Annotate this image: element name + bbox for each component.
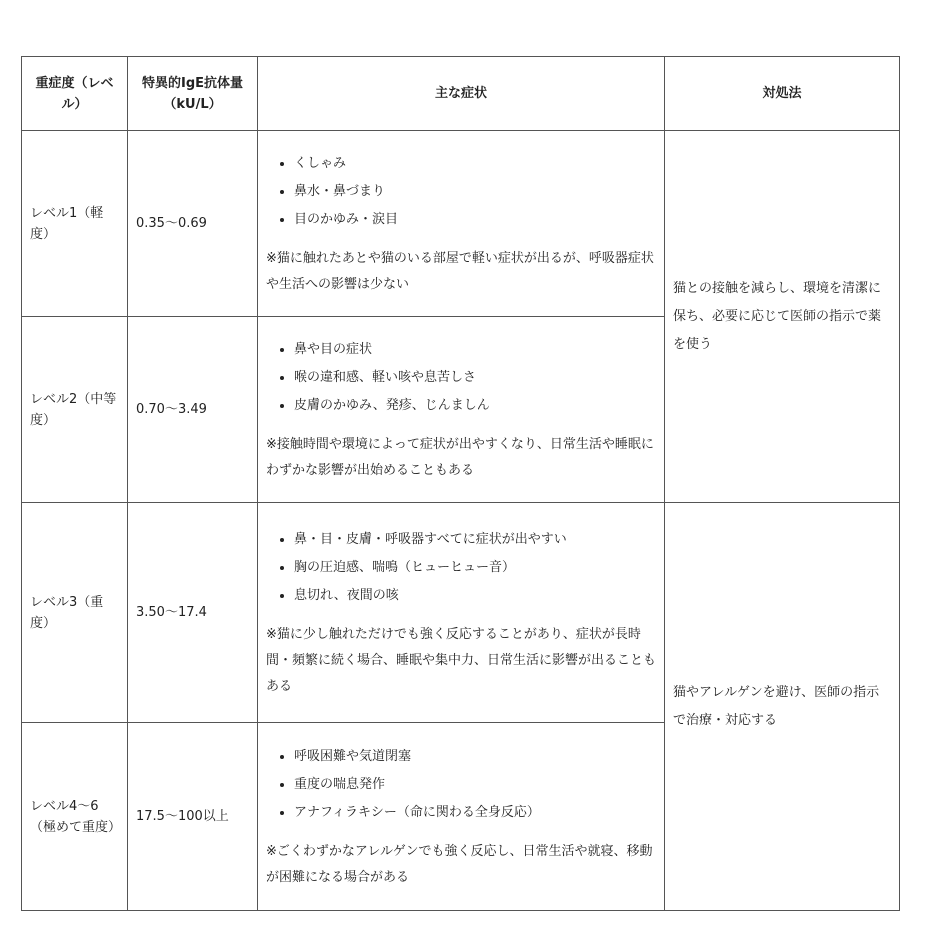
symptom-item: • 息切れ、夜間の咳 xyxy=(294,582,656,610)
symptom-list xyxy=(266,336,656,420)
action-cell-severe: 猫やアレルゲンを避け、医師の指示で治療・対応する xyxy=(665,503,900,911)
symptoms-cell xyxy=(258,503,665,723)
symptom-list xyxy=(266,526,656,610)
symptom-note: ※猫に少し触れただけでも強く反応することがあり、症状が長時間・頻繁に続く場合、睡眠や集中力、日常生活に影響が出ることもある xyxy=(266,626,657,694)
header-action: 対処法 xyxy=(665,57,900,131)
table-row xyxy=(22,131,900,317)
table-row xyxy=(22,503,900,723)
symptom-item: • アナフィラキシー（命に関わる全身反応） xyxy=(294,799,656,827)
symptom-item: • 鼻・目・皮膚・呼吸器すべてに症状が出やすい xyxy=(294,526,656,554)
symptoms-cell xyxy=(258,131,665,317)
severity-level: レベル3（重度） xyxy=(22,503,128,723)
ige-range: 0.70〜3.49 xyxy=(128,317,258,503)
header-symptoms: 主な症状 xyxy=(258,57,665,131)
symptom-item: • 鼻や目の症状 xyxy=(294,336,656,364)
ige-range: 17.5〜100以上 xyxy=(128,723,258,911)
severity-level: レベル1（軽度） xyxy=(22,131,128,317)
symptom-item: • 鼻水・鼻づまり xyxy=(294,178,656,206)
symptom-item: • 重度の喘息発作 xyxy=(294,771,656,799)
symptom-item: • 喉の違和感、軽い咳や息苦しさ xyxy=(294,364,656,392)
symptom-note: ※接触時間や環境によって症状が出やすくなり、日常生活や睡眠にわずかな影響が出始めることもある xyxy=(266,436,654,478)
severity-level: レベル4〜6（極めて重度） xyxy=(22,723,128,911)
severity-level: レベル2（中等度） xyxy=(22,317,128,503)
ige-range: 0.35〜0.69 xyxy=(128,131,258,317)
symptoms-cell xyxy=(258,723,665,911)
allergy-severity-table xyxy=(21,56,900,911)
symptom-item: • 呼吸困難や気道閉塞 xyxy=(294,743,656,771)
symptom-item: • くしゃみ xyxy=(294,150,656,178)
symptom-item: • 胸の圧迫感、喘鳴（ヒューヒュー音） xyxy=(294,554,656,582)
ige-range: 3.50〜17.4 xyxy=(128,503,258,723)
symptom-note: ※ごくわずかなアレルゲンでも強く反応し、日常生活や就寝、移動が困難になる場合がある xyxy=(266,843,653,885)
symptoms-cell xyxy=(258,317,665,503)
symptom-list xyxy=(266,743,656,827)
symptom-list xyxy=(266,150,656,234)
symptom-note: ※猫に触れたあとや猫のいる部屋で軽い症状が出るが、呼吸器症状や生活への影響は少ない xyxy=(266,250,654,292)
symptom-item: • 目のかゆみ・涙目 xyxy=(294,206,656,234)
header-ige: 特異的IgE抗体量（kU/L） xyxy=(128,57,258,131)
symptom-item: • 皮膚のかゆみ、発疹、じんましん xyxy=(294,392,656,420)
header-row xyxy=(22,57,900,131)
header-severity: 重症度（レベル） xyxy=(22,57,128,131)
action-cell-mild: 猫との接触を減らし、環境を清潔に保ち、必要に応じて医師の指示で薬を使う xyxy=(665,131,900,503)
